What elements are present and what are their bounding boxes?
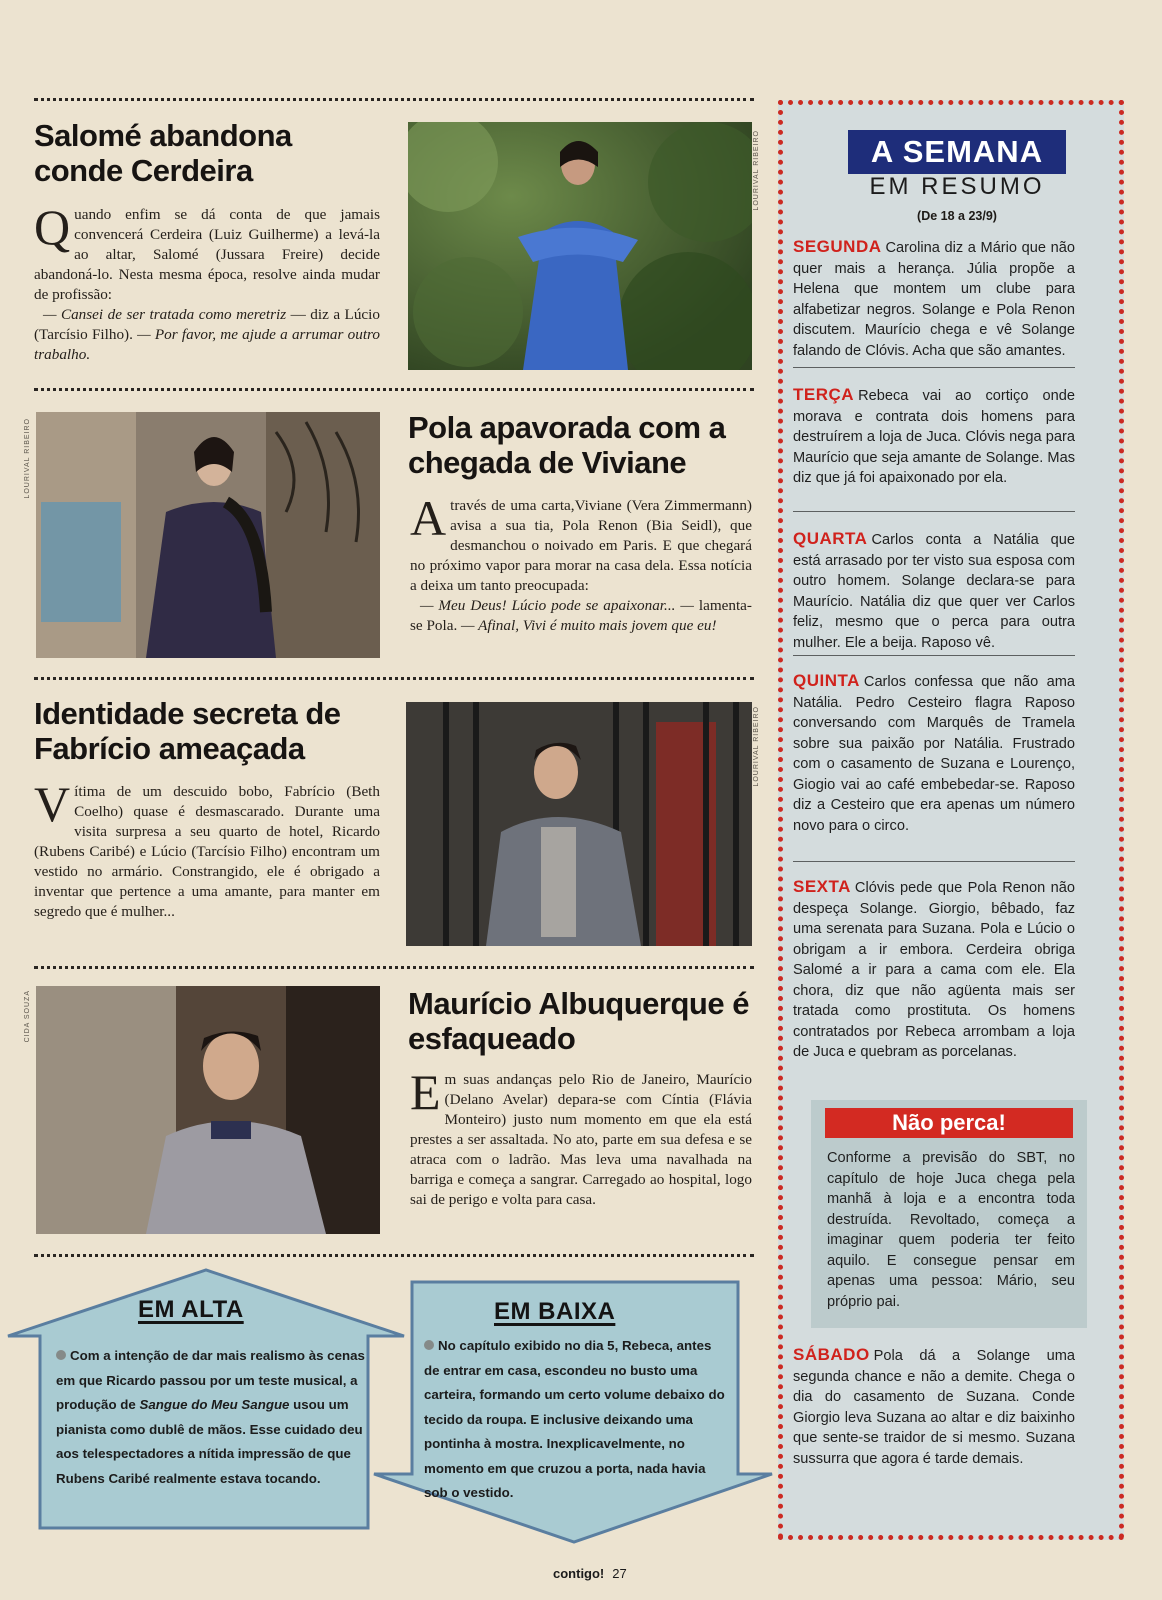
em-alta-title: EM ALTA [138,1296,244,1323]
article-quote: — Por favor, me ajude a arrumar outro trabalho. [34,326,380,363]
photo-credit: LOURIVAL RIBEIRO [753,130,760,211]
bullet-icon [56,1350,66,1360]
article-text: m suas andanças pelo Rio de Janeiro, Maurício (Delano Avelar) depara-se com Cíntia (Flávia Monteiro) justo num momento em que ela está prestes a ser assaltada. No ato, parte em sua defesa e se atraca com o ladrão. Mas leva uma navalhada na barriga e começa a sangrar. Carregado ao hospital, logo sai de perigo e volta para casa. [410,1071,752,1208]
divider [34,677,754,680]
day-name: SÁBADO [793,1345,870,1364]
week-summary-sidebar [778,100,1124,1540]
sidebar-title: A SEMANA [848,130,1066,174]
article-attribution: lamenta-se Pola. [410,597,752,634]
photo-credit: LOURIVAL RIBEIRO [24,418,31,499]
sidebar-dates: (De 18 a 23/9) [917,209,997,223]
article-text: través de uma carta,Viviane (Vera Zimmermann) avisa a sua tia, Pola Renon (Bia Seidl), que desmanchou o noivado em Paris. E que chegará no próximo vapor para morar na casa dela. Essa notícia a deixa um tanto preocupada: [410,497,752,594]
article-text: ítima de um descuido bobo, Fabrício (Beth Coelho) quase é desmascarado. Durante uma visita surpresa a seu quarto de hotel, Ricardo (Rubens Caribé) e Lúcio (Tarcísio Filho) encontram um vestido no armário. Constrangido, ele é obrigado a inventar que pertence a uma amante, para manter em segredo que é mulher... [34,783,380,920]
magazine-name: contigo! [553,1566,605,1581]
article-photo [36,412,380,658]
article-body [410,490,752,636]
article-headline: Identidade secreta de Fabrício ameaçada [34,696,341,766]
day-entry-quarta [793,529,1075,653]
article-headline: Salomé abandona conde Cerdeira [34,118,292,188]
em-baixa-title: EM BAIXA [494,1298,616,1325]
article-body [34,776,380,922]
article-body [410,1064,752,1210]
drop-cap: E [410,1064,441,1120]
em-baixa-box [368,1278,778,1546]
day-name: QUARTA [793,529,868,548]
page-footer [553,1566,627,1581]
article-text: uando enfim se dá conta de que jamais convencerá Cerdeira (Luiz Guilherme) a levá-la ao altar, Salomé (Jussara Freire) decide abandoná-lo. Nesta mesma época, resolve ainda mudar de profissão: [34,206,380,303]
day-name: TERÇA [793,385,855,404]
article-quote: — Meu Deus! Lúcio pode se apaixonar... — [419,597,694,614]
article-photo [406,702,752,946]
article-photo [408,122,752,370]
article-headline: Pola apavorada com a chegada de Viviane [408,410,726,480]
day-entry-sexta [793,877,1075,1063]
day-text: Clóvis pede que Pola Renon não despeça Solange. Giorgio, bêbado, faz uma serenata para Suzana. Pola e Lúcio o obrigam a ir embora. Cerdeira obriga Salomé a ir para a cama com ele. Ela chora, diz que não agüenta mais ser tratada como prostituta. Os homens contratados por Rebeca arrombam a loja de Juca e quebram as porcelanas. [793,880,1075,1060]
sidebar-subtitle: EM RESUMO [869,173,1045,200]
bullet-icon [424,1340,434,1350]
drop-cap: Q [34,199,71,255]
drop-cap: V [34,776,71,832]
em-alta-text: Com a intenção de dar mais realismo às cenas em que Ricardo passou por um teste musical, a produção de Sangue do Meu Sangue usou um pianista como dublê de mãos. Esse cuidado deu aos telespectadores a nítida impressão de que Rubens Caribé realmente estava tocando. [56,1348,365,1486]
nao-perca-text: Conforme a previsão do SBT, no capítulo de hoje Juca chega pela manhã à loja e a encontra toda destruída. Revoltado, começa a imaginar quem poderia ter feito aquilo. E consegue pensar em apenas uma pessoa: Mário, seu próprio pai. [827,1150,1075,1310]
day-name: SEGUNDA [793,237,882,256]
divider [793,367,1075,368]
article-body [34,199,380,365]
divider [34,1254,754,1257]
divider [34,98,754,101]
divider [34,966,754,969]
article-quote: — Afinal, Vivi é muito mais jovem que eu! [461,617,717,634]
day-text: Carolina diz a Mário que não quer mais a herança. Júlia propõe a Helena que montem um clube para alfabetizar negros. Solange e Pola Renon discutem. Maurício chega e vê Solange falando de Clóvis. Acha que são amantes. [793,240,1075,359]
divider [793,655,1075,656]
article-quote: — Cansei de ser tratada como meretriz [42,306,287,323]
em-baixa-text: No capítulo exibido no dia 5, Rebeca, antes de entrar em casa, escondeu no busto uma carteira, formando um certo volume debaixo do tecido da roupa. E inclusive deixando uma pontinha à mostra. Inexplicavelmente, no momento em que cruzou a porta, nada havia sob o vestido. [424,1338,725,1500]
page-number: 27 [612,1566,627,1581]
day-text: Rebeca vai ao cortiço onde morava e contrata dois homens para destruírem a loja de Juca. Clóvis nega para Maurício que seja amante de Solange. Mas diz que já foi apaixonado por ela. [793,388,1075,486]
photo-credit: CIDA SOUZA [24,990,31,1043]
nao-perca-title: Não perca! [825,1108,1073,1138]
day-text: Pola dá a Solange uma segunda chance e não a demite. Chega o dia do casamento de Suzana. Conde Giorgio leva Suzana ao altar e diz baixinho que sente-se traidor de si mesmo. Suzana sussurra que agora é tarde demais. [793,1348,1075,1467]
photo-credit: LOURIVAL RIBEIRO [753,706,760,787]
divider [793,511,1075,512]
day-entry-terca [793,385,1075,489]
article-photo [36,986,380,1234]
day-name: QUINTA [793,671,860,690]
day-entry-segunda [793,237,1075,361]
day-text: Carlos conta a Natália que está arrasado por ter visto sua esposa com outro homem. Solange declara-se para Maurício. Natália diz que quer ver Carlos feliz, mesmo que o perca para outra mulher. Ele a beija. Raposo vê. [793,532,1075,651]
article-headline: Maurício Albuquerque é esfaqueado [408,986,749,1056]
day-entry-quinta [793,671,1075,836]
divider [793,861,1075,862]
em-alta-box [0,1266,412,1536]
day-name: SEXTA [793,877,851,896]
day-text: Carlos confessa que não ama Natália. Pedro Cesteiro flagra Raposo conversando com Marquês de Tramela sobre sua paixão por Natália. Frustrado com o casamento de Suzana e Lourenço, Giogio vai ao café embebedar-se. Raposo diz a Cesteiro que era apenas um número novo para o circo. [793,674,1075,834]
day-entry-sabado [793,1345,1075,1469]
divider [34,388,754,391]
article-attribution: — diz a Lúcio (Tarcísio Filho). [34,306,380,343]
drop-cap: A [410,490,447,546]
nao-perca-box [811,1100,1087,1328]
